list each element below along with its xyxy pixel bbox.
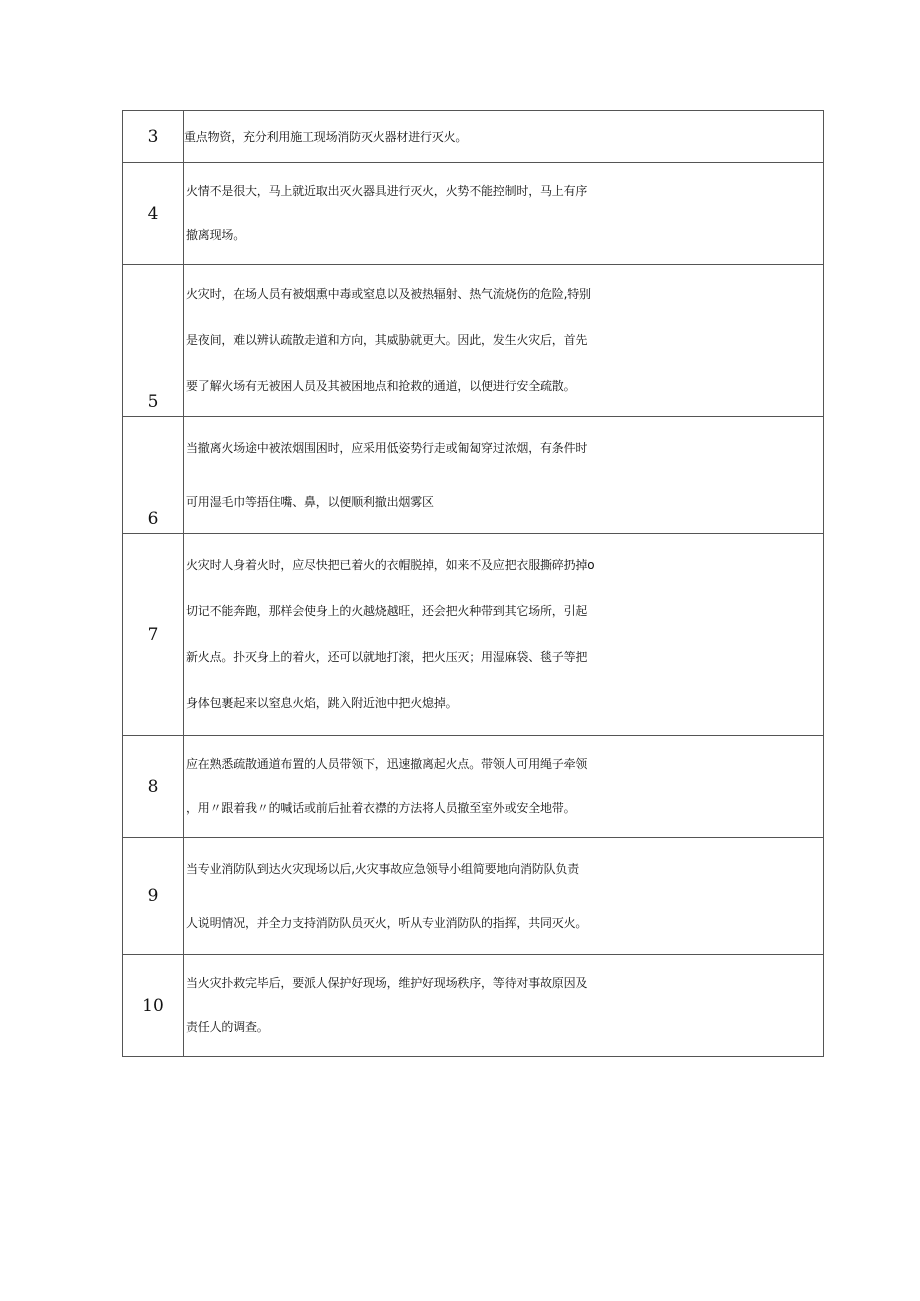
text-line: 责任人的调查。 bbox=[186, 1019, 269, 1034]
text-line: 可用湿毛巾等捂住嘴、鼻，以便顺利撤出烟雾区 bbox=[186, 495, 434, 509]
row-number: 8 bbox=[123, 736, 184, 838]
text-line: 重点物资，充分利用施工现场消防灭火器材进行灭火。 bbox=[184, 129, 468, 144]
row-number: 3 bbox=[123, 111, 184, 163]
table-row bbox=[123, 163, 824, 265]
row-text bbox=[184, 265, 824, 417]
text-line: 撤离现场。 bbox=[186, 227, 246, 242]
text-line: 新火点。扑灭身上的着火，还可以就地打滚，把火压灭；用湿麻袋、毯子等把 bbox=[186, 649, 588, 664]
table-row bbox=[123, 265, 824, 417]
row-number: 9 bbox=[123, 838, 184, 955]
text-line: 当撤离火场途中被浓烟围困时，应采用低姿势行走或匍匐穿过浓烟，有条件时 bbox=[186, 441, 588, 455]
text-line: 身体包裹起来以窒息火焰，跳入附近池中把火熄掉。 bbox=[186, 695, 458, 710]
row-text bbox=[184, 955, 824, 1057]
row-text bbox=[184, 736, 824, 838]
row-text bbox=[184, 838, 824, 955]
table-row bbox=[123, 417, 824, 534]
procedure-table bbox=[122, 110, 824, 1057]
text-line: 应在熟悉疏散通道布置的人员带领下，迅速撤离起火点。带领人可用绳子牵领 bbox=[186, 756, 588, 771]
text-line: 当火灾扑救完毕后，要派人保护好现场，维护好现场秩序，等待对事故原因及 bbox=[186, 975, 588, 990]
text-line: 切记不能奔跑，那样会使身上的火越烧越旺，还会把火种带到其它场所，引起 bbox=[186, 603, 588, 618]
table-row bbox=[123, 838, 824, 955]
text-line: 要了解火场有无被困人员及其被困地点和抢救的通道，以便进行安全疏散。 bbox=[186, 378, 576, 393]
text-line: 火灾时人身着火时，应尽快把已着火的衣帽脱掉，如来不及应把衣服撕碎扔掉o bbox=[186, 557, 595, 572]
table-row bbox=[123, 955, 824, 1057]
row-text bbox=[184, 534, 824, 736]
text-line: 是夜间，难以辨认疏散走道和方向，其威胁就更大。因此，发生火灾后，首先 bbox=[186, 332, 588, 347]
row-number: 4 bbox=[123, 163, 184, 265]
row-number: 7 bbox=[123, 534, 184, 736]
table-row bbox=[123, 111, 824, 163]
text-line: 火情不是很大，马上就近取出灭火器具进行灭火，火势不能控制时，马上有序 bbox=[186, 183, 588, 198]
row-number: 10 bbox=[123, 955, 184, 1057]
text-line: 人说明情况，并全力支持消防队员灭火，听从专业消防队的指挥，共同灭火。 bbox=[186, 916, 588, 930]
row-text bbox=[184, 163, 824, 265]
row-number: 6 bbox=[123, 417, 184, 534]
row-number: 5 bbox=[123, 265, 184, 417]
text-line: 当专业消防队到达火灾现场以后,火灾事故应急领导小组简要地向消防队负责 bbox=[186, 862, 580, 876]
table-row bbox=[123, 736, 824, 838]
text-line: ，用〃跟着我〃的喊话或前后扯着衣襟的方法将人员撤至室外或安全地带。 bbox=[186, 800, 576, 815]
text-line: 火灾时，在场人员有被烟熏中毒或窒息以及被热辐射、热气流烧伤的危险,特别 bbox=[186, 286, 591, 301]
row-text bbox=[184, 417, 824, 534]
table-row bbox=[123, 534, 824, 736]
row-text bbox=[184, 111, 824, 163]
